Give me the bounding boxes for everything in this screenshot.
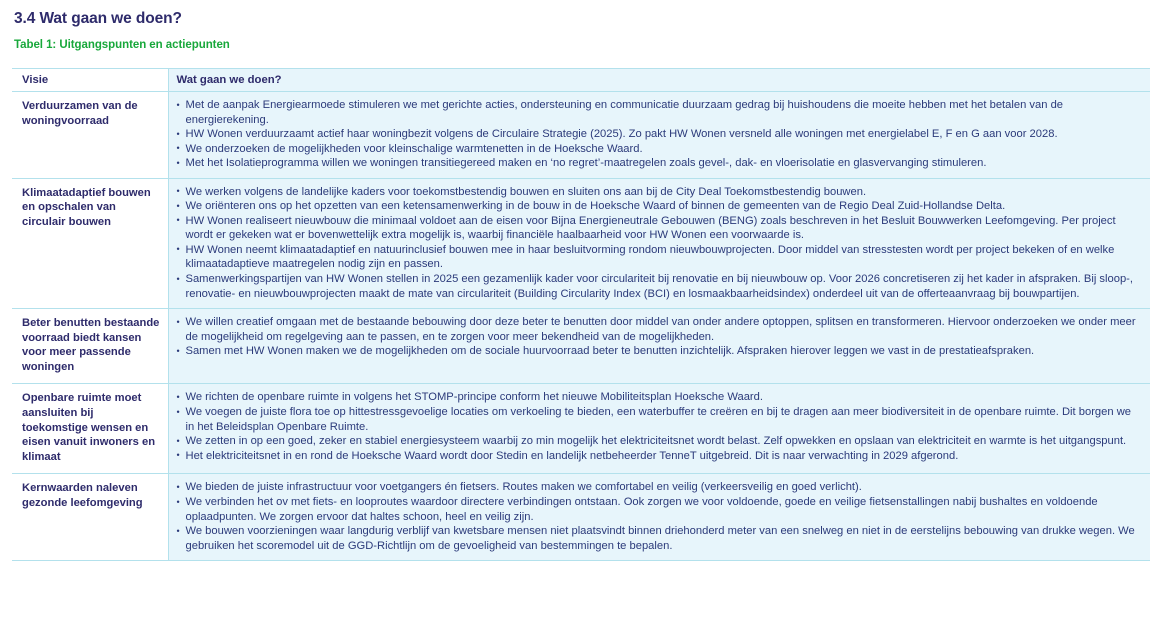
list-item: • HW Wonen realiseert nieuwbouw die minimaal voldoet aan de eisen voor Bijna Energieneutrale Gebouwen (BENG) zoals beschreven in het Besluit Bouwwerken Leefomgeving. Per project wordt er gekeken wat er bovenwettelijk extra mogelijk is, waarbij financiële haalbaarheid voor HW Wonen een voorwaarde is. bbox=[177, 214, 1141, 243]
cell-acties bbox=[168, 474, 1150, 561]
action-list bbox=[177, 98, 1141, 171]
table-body bbox=[12, 92, 1150, 561]
list-item: • We voegen de juiste flora toe op hittestressgevoelige locaties om verkoeling te bieden, een waterbuffer te creëren en bij te dragen aan meer biodiversiteit in de openbare ruimte. Dit borgen we in het Beleidsplan Openbare Ruimte. bbox=[177, 405, 1141, 434]
list-item: • We bouwen voorzieningen waar langdurig verblijf van kwetsbare mensen niet plaatsvindt binnen driehonderd meter van een snelweg en niet in de eerstelijns bebouwing van drukke wegen. We gebruiken het scoremodel uit de GGD-Richtlijn om de gevoeligheid van bestemmingen te bepalen. bbox=[177, 524, 1141, 553]
list-item: • We zetten in op een goed, zeker en stabiel energiesysteem waarbij zo min mogelijk het elektriciteitsnet wordt belast. Zelf opwekken en opslaan van elektriciteit en warmte is het uitgangspunt. bbox=[177, 434, 1141, 449]
list-item: • We werken volgens de landelijke kaders voor toekomstbestendig bouwen en sluiten ons aan bij de City Deal Toekomstbestendig bouwen. bbox=[177, 185, 1141, 200]
page-title: 3.4 Wat gaan we doen? bbox=[14, 10, 182, 27]
list-item: • We oriënteren ons op het opzetten van een ketensamenwerking in de bouw in de Hoeksche Waard of binnen de gemeenten van de Regio Deal Zuid-Hollandse Delta. bbox=[177, 199, 1141, 214]
uitgangspunten-table bbox=[12, 68, 1150, 561]
column-header-visie: Visie bbox=[12, 69, 168, 92]
table-row bbox=[12, 309, 1150, 384]
table-row bbox=[12, 92, 1150, 179]
cell-visie: Kernwaarden naleven gezonde leefomgeving bbox=[12, 474, 168, 561]
list-item: • HW Wonen verduurzaamt actief haar woningbezit volgens de Circulaire Strategie (2025). Zo pakt HW Wonen versneld alle woningen met energielabel E, F en G aan voor 2028. bbox=[177, 127, 1141, 142]
list-item: • Met het Isolatieprogramma willen we woningen transitiegereed maken en ‘no regret’-maatregelen zoals gevel-, dak- en vloerisolatie en glasvervanging stimuleren. bbox=[177, 156, 1141, 171]
table-row bbox=[12, 384, 1150, 474]
action-list bbox=[177, 390, 1141, 463]
list-item: • We willen creatief omgaan met de bestaande bebouwing door deze beter te benutten door middel van onder andere optoppen, splitsen en transformeren. Hiervoor onderzoeken we onder meer de mogelijkheid om regelgeving aan te passen, en te zorgen voor meer bekendheid van de mogelijkheden. bbox=[177, 315, 1141, 344]
list-item: • We onderzoeken de mogelijkheden voor kleinschalige warmtenetten in de Hoeksche Waard. bbox=[177, 142, 1141, 157]
list-item: • Met de aanpak Energiearmoede stimuleren we met gerichte acties, ondersteuning en communicatie duurzaam gedrag bij huishoudens die moeite hebben met het betalen van de energierekening. bbox=[177, 98, 1141, 127]
list-item: • Samen met HW Wonen maken we de mogelijkheden om de sociale huurvoorraad beter te benutten inzichtelijk. Afspraken hierover leggen we vast in de prestatieafspraken. bbox=[177, 344, 1141, 359]
action-list bbox=[177, 185, 1141, 301]
table-row bbox=[12, 474, 1150, 561]
list-item: • Samenwerkingspartijen van HW Wonen stellen in 2025 een gezamenlijk kader voor circulariteit bij renovatie en bij nieuwbouw op. Voor 2026 concretiseren zij het kader in afspraken. Bij sloop-, renovatie- en nieuwbouwprojecten maakt de mate van circulariteit (Building Circularity Index (BCI) en losmaakbaarheidsindex) onderdeel uit van de offerteaanvraag bij bouwpartijen. bbox=[177, 272, 1141, 301]
table-row bbox=[12, 178, 1150, 308]
cell-visie: Beter benutten bestaande voorraad biedt kansen voor meer passende woningen bbox=[12, 309, 168, 384]
action-list bbox=[177, 480, 1141, 553]
cell-visie: Klimaatadaptief bouwen en opschalen van circulair bouwen bbox=[12, 178, 168, 308]
list-item: • Het elektriciteitsnet in en rond de Hoeksche Waard wordt door Stedin en landelijk netbeheerder TenneT uitgebreid. Dit is naar verwachting in 2029 afgerond. bbox=[177, 449, 1141, 464]
cell-acties bbox=[168, 384, 1150, 474]
cell-acties bbox=[168, 309, 1150, 384]
cell-acties bbox=[168, 92, 1150, 179]
cell-visie: Openbare ruimte moet aansluiten bij toekomstige wensen en eisen vanuit inwoners en klimaat bbox=[12, 384, 168, 474]
action-list bbox=[177, 315, 1141, 359]
list-item: • We richten de openbare ruimte in volgens het STOMP-principe conform het nieuwe Mobiliteitsplan Hoeksche Waard. bbox=[177, 390, 1141, 405]
cell-visie: Verduurzamen van de woningvoorraad bbox=[12, 92, 168, 179]
list-item: • We bieden de juiste infrastructuur voor voetgangers én fietsers. Routes maken we comfortabel en veilig (verkeersveilig en goed verlicht). bbox=[177, 480, 1141, 495]
table-header-row bbox=[12, 69, 1150, 92]
table-container bbox=[12, 68, 1150, 561]
table-caption: Tabel 1: Uitgangspunten en actiepunten bbox=[14, 39, 230, 51]
column-header-acties: Wat gaan we doen? bbox=[168, 69, 1150, 92]
list-item: • HW Wonen neemt klimaatadaptief en natuurinclusief bouwen mee in haar besluitvorming rondom nieuwbouwprojecten. Door middel van stresstesten wordt per project bekeken of en welke klimaatadaptieve maatregelen nodig zijn en passen. bbox=[177, 243, 1141, 272]
table-header bbox=[12, 69, 1150, 92]
list-item: • We verbinden het ov met fiets- en looproutes waardoor directere verbindingen ontstaan. Ook zorgen we voor voldoende, goede en veilige fietsenstallingen nabij bushaltes en voldoende oplaadpunten. We zorgen ervoor dat haltes schoon, heel en veilig zijn. bbox=[177, 495, 1141, 524]
cell-acties bbox=[168, 178, 1150, 308]
